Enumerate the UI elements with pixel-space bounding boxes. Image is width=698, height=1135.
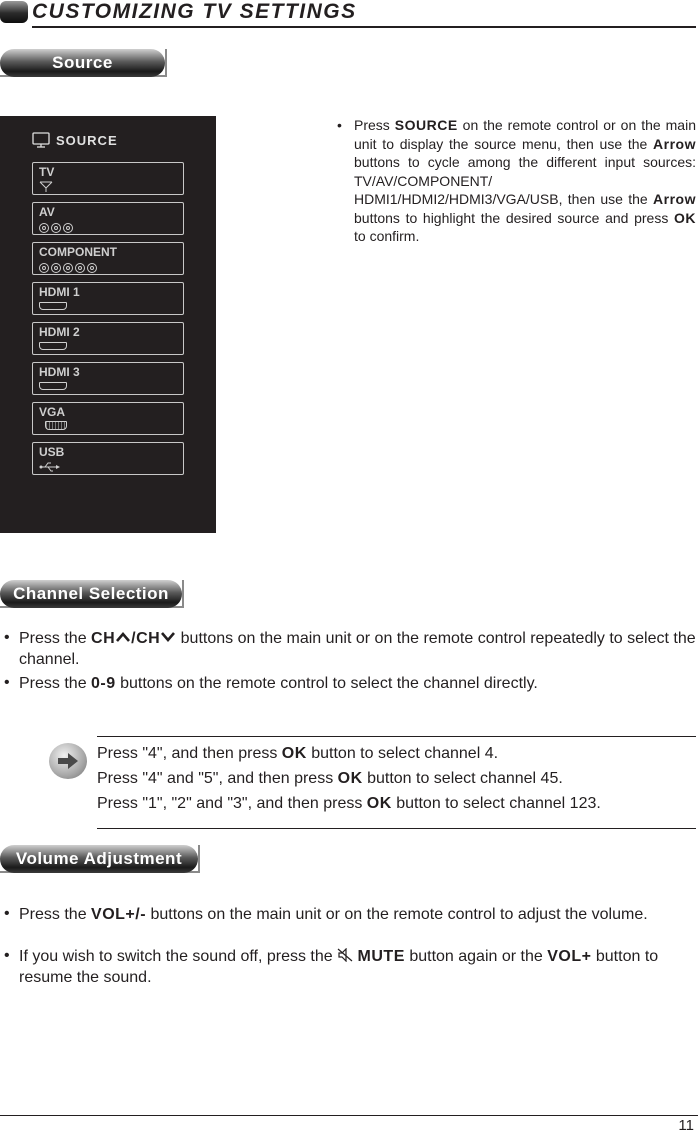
- bullet: •: [4, 947, 10, 964]
- bullet: •: [337, 117, 342, 133]
- chevron-up-icon: [115, 631, 131, 643]
- note-line-3: Press "1", "2" and "3", and then press OK button to select channel 123.: [97, 795, 601, 812]
- note-line-2: Press "4" and "5", and then press OK button to select channel 45.: [97, 770, 563, 787]
- hdmi-port-icon: [39, 342, 67, 354]
- source-menu-title: SOURCE: [56, 133, 118, 148]
- key-ch-down: CH: [136, 630, 176, 647]
- hdmi-port-icon: [39, 302, 67, 314]
- page-title: CUSTOMIZING TV SETTINGS: [32, 0, 357, 23]
- key-ch-up: CH: [91, 630, 131, 647]
- mute-icon: [337, 948, 353, 962]
- source-item-label: TV: [39, 165, 55, 179]
- source-item-label: HDMI 3: [39, 365, 80, 379]
- source-item-usb: [32, 442, 184, 475]
- source-item-label: AV: [39, 205, 55, 219]
- source-item-label: USB: [39, 445, 65, 459]
- channel-bullet-1: Press the CH /CH buttons on the main unit or on the remote control repeatedly to select the channel.: [19, 630, 696, 668]
- tv-monitor-icon: [32, 132, 50, 148]
- section-title: Volume Adjustment: [0, 845, 198, 873]
- bullet: •: [4, 905, 10, 922]
- source-item-label: HDMI 1: [39, 285, 80, 299]
- source-item-av: [32, 202, 184, 235]
- key-arrow: Arrow: [653, 191, 696, 207]
- key-ok: OK: [366, 795, 392, 812]
- bullet: •: [4, 674, 10, 691]
- source-description: Press SOURCE on the remote control or on the main unit to display the source menu, then use the Arrow buttons to cycle among the different input sources: TV/AV/COMPONENT/ HDMI1/HDMI2/HDMI3/VGA/USB, then use the Arrow buttons to highlight the desired source and press OK to confirm.: [354, 117, 696, 244]
- source-item-label: COMPONENT: [39, 245, 117, 259]
- page-number: 11: [678, 1117, 694, 1134]
- volume-bullet-2: If you wish to switch the sound off, press the MUTE button again or the VOL+ button to resume the sound.: [19, 948, 659, 986]
- footer-rule: [0, 1115, 698, 1116]
- chevron-down-icon: [160, 631, 176, 643]
- section-header-volume: [0, 845, 200, 873]
- note-line-1: Press "4", and then press OK button to select channel 4.: [97, 745, 499, 762]
- channel-bullet-2: Press the 0-9 buttons on the remote control to select the channel directly.: [19, 675, 538, 692]
- key-source: SOURCE: [394, 117, 458, 133]
- rca-jacks-icon: [39, 220, 75, 232]
- hdmi-port-icon: [39, 382, 67, 394]
- key-mute: MUTE: [357, 948, 405, 965]
- volume-bullet-1: Press the VOL+/- buttons on the main unit or on the remote control to adjust the volume.: [19, 906, 648, 923]
- source-item-hdmi1: [32, 282, 184, 315]
- key-arrow: Arrow: [653, 135, 696, 152]
- key-vol-plus: VOL+: [547, 948, 592, 965]
- usb-icon: [39, 461, 61, 473]
- arrow-right-icon: [49, 743, 87, 779]
- key-vol: VOL+/-: [91, 906, 147, 923]
- vga-port-icon: [45, 421, 67, 433]
- section-header-source: [0, 49, 167, 77]
- source-menu-illustration: [0, 116, 216, 533]
- key-ok: OK: [337, 770, 363, 787]
- source-item-vga: [32, 402, 184, 435]
- source-item-label: VGA: [39, 405, 66, 419]
- source-item-component: [32, 242, 184, 275]
- source-item-hdmi3: [32, 362, 184, 395]
- section-header-channel: [0, 580, 184, 608]
- antenna-icon: [39, 181, 53, 193]
- header-rule: [32, 26, 696, 28]
- note-rule-top: [97, 736, 696, 737]
- source-item-tv: [32, 162, 184, 195]
- source-item-hdmi2: [32, 322, 184, 355]
- bullet: •: [4, 629, 10, 646]
- note-rule-bottom: [97, 828, 696, 829]
- key-digits: 0-9: [91, 675, 116, 692]
- source-item-label: HDMI 2: [39, 325, 80, 339]
- key-ok: OK: [281, 745, 307, 762]
- section-title: Channel Selection: [0, 580, 182, 608]
- header-badge-icon: [0, 1, 28, 23]
- rca-jacks-icon: [39, 260, 99, 272]
- key-ok: OK: [674, 209, 696, 226]
- section-title: Source: [0, 49, 165, 77]
